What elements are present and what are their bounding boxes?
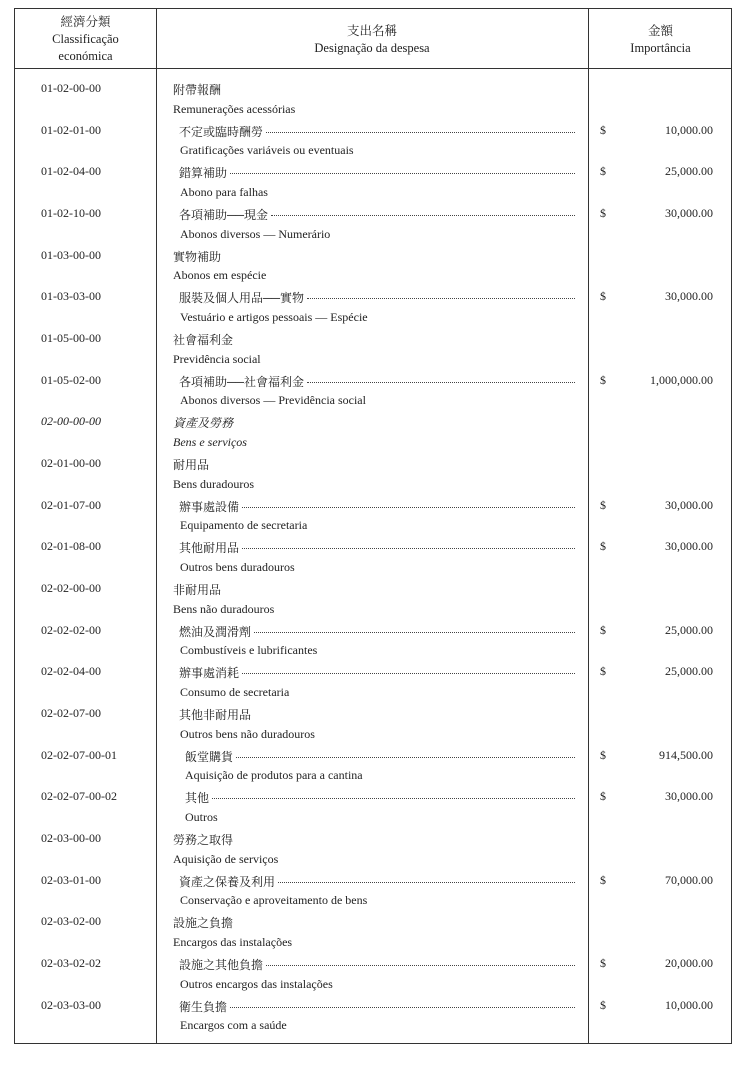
designation-pt: Remunerações acessórias	[173, 101, 296, 116]
designation-zh: 資產之保養及利用	[179, 874, 276, 889]
dot-leader	[230, 1007, 575, 1008]
classification-code: 01-02-04-00	[41, 164, 101, 179]
designation-zh: 燃油及潤滑劑	[179, 624, 252, 639]
designation-pt: Bens e serviços	[173, 435, 247, 450]
budget-table	[14, 8, 732, 1044]
designation-zh: 辦事處消耗	[179, 666, 240, 681]
designation-pt: Equipamento de secretaria	[180, 518, 308, 533]
classification-code: 02-01-07-00	[41, 497, 101, 512]
designation-pt: Outros bens não duradouros	[180, 726, 315, 741]
dot-leader	[307, 298, 575, 299]
currency-symbol: $	[600, 539, 606, 554]
designation-line	[179, 373, 575, 390]
designation-line	[185, 748, 575, 765]
designation-pt: Abono para falhas	[180, 185, 268, 200]
classification-code: 02-00-00-00	[41, 414, 101, 429]
amount-value: 25,000.00	[665, 664, 713, 679]
designation-zh: 附帶報酬	[173, 83, 222, 97]
header-amount	[588, 23, 733, 57]
amount-value: 10,000.00	[665, 997, 713, 1012]
designation-pt: Encargos das instalações	[173, 935, 293, 950]
table-row	[15, 412, 733, 433]
classification-code: 02-02-07-00-02	[41, 789, 117, 804]
amount-value: 20,000.00	[665, 955, 713, 970]
designation-pt: Previdência social	[173, 351, 261, 366]
classification-code: 02-02-04-00	[41, 664, 101, 679]
table-row-translation	[15, 225, 733, 246]
designation-zh: 辦事處設備	[179, 499, 240, 514]
table-row-translation	[15, 891, 733, 912]
designation-line	[179, 623, 575, 640]
amount-value: 30,000.00	[665, 289, 713, 304]
currency-symbol: $	[600, 164, 606, 179]
table-row	[15, 787, 733, 808]
table-row-translation	[15, 433, 733, 454]
designation-line	[179, 289, 575, 306]
classification-code: 02-03-02-02	[41, 955, 101, 970]
table-row-translation	[15, 308, 733, 329]
classification-code: 02-03-00-00	[41, 830, 101, 845]
header-divider	[15, 68, 731, 69]
designation-pt: Combustíveis e lubrificantes	[180, 643, 318, 658]
dot-leader	[242, 548, 575, 549]
amount-value: 30,000.00	[665, 789, 713, 804]
dot-leader	[242, 507, 575, 508]
table-row	[15, 621, 733, 642]
table-row-translation	[15, 475, 733, 496]
designation-zh: 耐用品	[173, 457, 210, 472]
designation-zh: 勞務之取得	[173, 832, 234, 847]
designation-pt: Abonos diversos — Previdência social	[180, 393, 366, 408]
table-row-translation	[15, 558, 733, 579]
designation-zh: 資產及勞務	[173, 416, 234, 431]
designation-zh: 設施之其他負擔	[179, 957, 264, 972]
designation-zh: 錯算補助	[179, 166, 228, 181]
classification-code: 01-02-10-00	[41, 205, 101, 220]
designation-pt: Outros	[185, 810, 218, 825]
table-row-translation	[15, 183, 733, 204]
dot-leader	[266, 965, 575, 966]
table-row	[15, 871, 733, 892]
table-row-translation	[15, 100, 733, 121]
currency-symbol: $	[600, 872, 606, 887]
header-designation-pt: Designação da despesa	[314, 41, 430, 55]
dot-leader	[266, 132, 575, 133]
currency-symbol: $	[600, 205, 606, 220]
designation-zh: 服裝及個人用品──實物	[179, 291, 305, 306]
classification-code: 01-05-00-00	[41, 330, 101, 345]
designation-line	[179, 998, 575, 1015]
header-designation	[156, 23, 588, 57]
table-row	[15, 371, 733, 392]
designation-line	[179, 164, 575, 181]
table-row	[15, 287, 733, 308]
designation-line	[179, 123, 575, 140]
amount-value: 25,000.00	[665, 622, 713, 637]
dot-leader	[230, 173, 575, 174]
classification-code: 01-02-01-00	[41, 122, 101, 137]
designation-line	[185, 789, 575, 806]
currency-symbol: $	[600, 497, 606, 512]
classification-code: 02-01-00-00	[41, 455, 101, 470]
designation-pt: Bens duradouros	[173, 476, 254, 491]
amount-value: 1,000,000.00	[650, 372, 713, 387]
header-classification-zh: 經濟分類	[60, 15, 111, 29]
designation-zh: 衛生負擔	[179, 999, 228, 1014]
designation-zh: 設施之負擔	[173, 916, 234, 931]
designation-line	[179, 498, 575, 515]
designation-line	[179, 664, 575, 681]
amount-value: 30,000.00	[665, 497, 713, 512]
header-classification	[15, 14, 156, 65]
table-row-translation	[15, 600, 733, 621]
table-row	[15, 454, 733, 475]
table-row-translation	[15, 266, 733, 287]
header-classification-pt: Classificação	[52, 32, 119, 46]
designation-zh: 各項補助──現金	[179, 207, 269, 222]
classification-code: 01-05-02-00	[41, 372, 101, 387]
header-amount-pt: Importância	[630, 41, 691, 55]
table-row-translation	[15, 641, 733, 662]
table-row	[15, 246, 733, 267]
dot-leader	[307, 382, 575, 383]
currency-symbol: $	[600, 955, 606, 970]
currency-symbol: $	[600, 664, 606, 679]
designation-zh: 飯堂購貨	[185, 749, 234, 764]
dot-leader	[242, 673, 575, 674]
designation-pt: Conservação e aproveitamento de bens	[180, 893, 368, 908]
table-row-translation	[15, 516, 733, 537]
table-row-translation	[15, 683, 733, 704]
dot-leader	[278, 882, 575, 883]
amount-value: 914,500.00	[659, 747, 713, 762]
classification-code: 02-02-07-00-01	[41, 747, 117, 762]
designation-pt: Outros encargos das instalações	[180, 976, 333, 991]
currency-symbol: $	[600, 122, 606, 137]
currency-symbol: $	[600, 622, 606, 637]
table-row-translation	[15, 933, 733, 954]
dot-leader	[271, 215, 575, 216]
table-row-translation	[15, 808, 733, 829]
amount-value: 30,000.00	[665, 539, 713, 554]
designation-zh: 其他	[185, 791, 210, 806]
designation-pt: Vestuário e artigos pessoais — Espécie	[180, 310, 368, 325]
table-row	[15, 996, 733, 1017]
header-classification-pt2: económica	[58, 49, 113, 63]
classification-code: 02-01-08-00	[41, 539, 101, 554]
amount-value: 10,000.00	[665, 122, 713, 137]
designation-zh: 其他非耐用品	[179, 707, 252, 722]
table-row	[15, 579, 733, 600]
table-row	[15, 746, 733, 767]
classification-code: 01-03-00-00	[41, 247, 101, 262]
currency-symbol: $	[600, 789, 606, 804]
dot-leader	[236, 757, 575, 758]
table-row	[15, 121, 733, 142]
classification-code: 02-03-02-00	[41, 914, 101, 929]
classification-code: 01-03-03-00	[41, 289, 101, 304]
amount-value: 30,000.00	[665, 205, 713, 220]
designation-zh: 其他耐用品	[179, 541, 240, 556]
dot-leader	[254, 632, 575, 633]
designation-line	[179, 539, 575, 556]
table-row	[15, 537, 733, 558]
table-row-translation	[15, 766, 733, 787]
table-row	[15, 162, 733, 183]
table-row-translation	[15, 850, 733, 871]
designation-zh: 不定或臨時酬勞	[179, 124, 264, 139]
classification-code: 01-02-00-00	[41, 81, 101, 95]
table-row-translation	[15, 975, 733, 996]
table-row	[15, 954, 733, 975]
currency-symbol: $	[600, 372, 606, 387]
designation-pt: Encargos com a saúde	[180, 1018, 287, 1033]
designation-pt: Abonos em espécie	[173, 268, 267, 283]
table-row-translation	[15, 391, 733, 412]
table-row-translation	[15, 141, 733, 162]
designation-zh: 實物補助	[173, 249, 222, 264]
classification-code: 02-02-07-00	[41, 705, 101, 720]
classification-code: 02-02-00-00	[41, 580, 101, 595]
header-amount-zh: 金額	[647, 24, 673, 38]
designation-pt: Bens não duradouros	[173, 601, 275, 616]
designation-line	[179, 206, 575, 223]
table-row	[15, 79, 733, 100]
amount-value: 70,000.00	[665, 872, 713, 887]
table-row	[15, 204, 733, 225]
table-row-translation	[15, 725, 733, 746]
designation-zh: 社會福利金	[173, 332, 234, 347]
header-designation-zh: 支出名稱	[346, 24, 397, 38]
currency-symbol: $	[600, 289, 606, 304]
table-row	[15, 496, 733, 517]
designation-pt: Aquisição de serviços	[173, 851, 279, 866]
designation-zh: 非耐用品	[173, 582, 222, 597]
designation-pt: Consumo de secretaria	[180, 685, 290, 700]
classification-code: 02-02-02-00	[41, 622, 101, 637]
classification-code: 02-03-01-00	[41, 872, 101, 887]
designation-pt: Gratificações variáveis ou eventuais	[180, 143, 354, 158]
currency-symbol: $	[600, 997, 606, 1012]
classification-code: 02-03-03-00	[41, 997, 101, 1012]
table-row-translation	[15, 1016, 733, 1037]
table-row	[15, 704, 733, 725]
currency-symbol: $	[600, 747, 606, 762]
designation-zh: 各項補助──社會福利金	[179, 374, 305, 389]
designation-pt: Outros bens duradouros	[180, 560, 295, 575]
table-row	[15, 829, 733, 850]
designation-line	[179, 873, 575, 890]
table-row	[15, 662, 733, 683]
amount-value: 25,000.00	[665, 164, 713, 179]
designation-pt: Abonos diversos — Numerário	[180, 226, 331, 241]
designation-pt: Aquisição de produtos para a cantina	[185, 768, 363, 783]
table-row	[15, 329, 733, 350]
table-row-translation	[15, 350, 733, 371]
table-row	[15, 912, 733, 933]
dot-leader	[212, 798, 575, 799]
designation-line	[179, 956, 575, 973]
